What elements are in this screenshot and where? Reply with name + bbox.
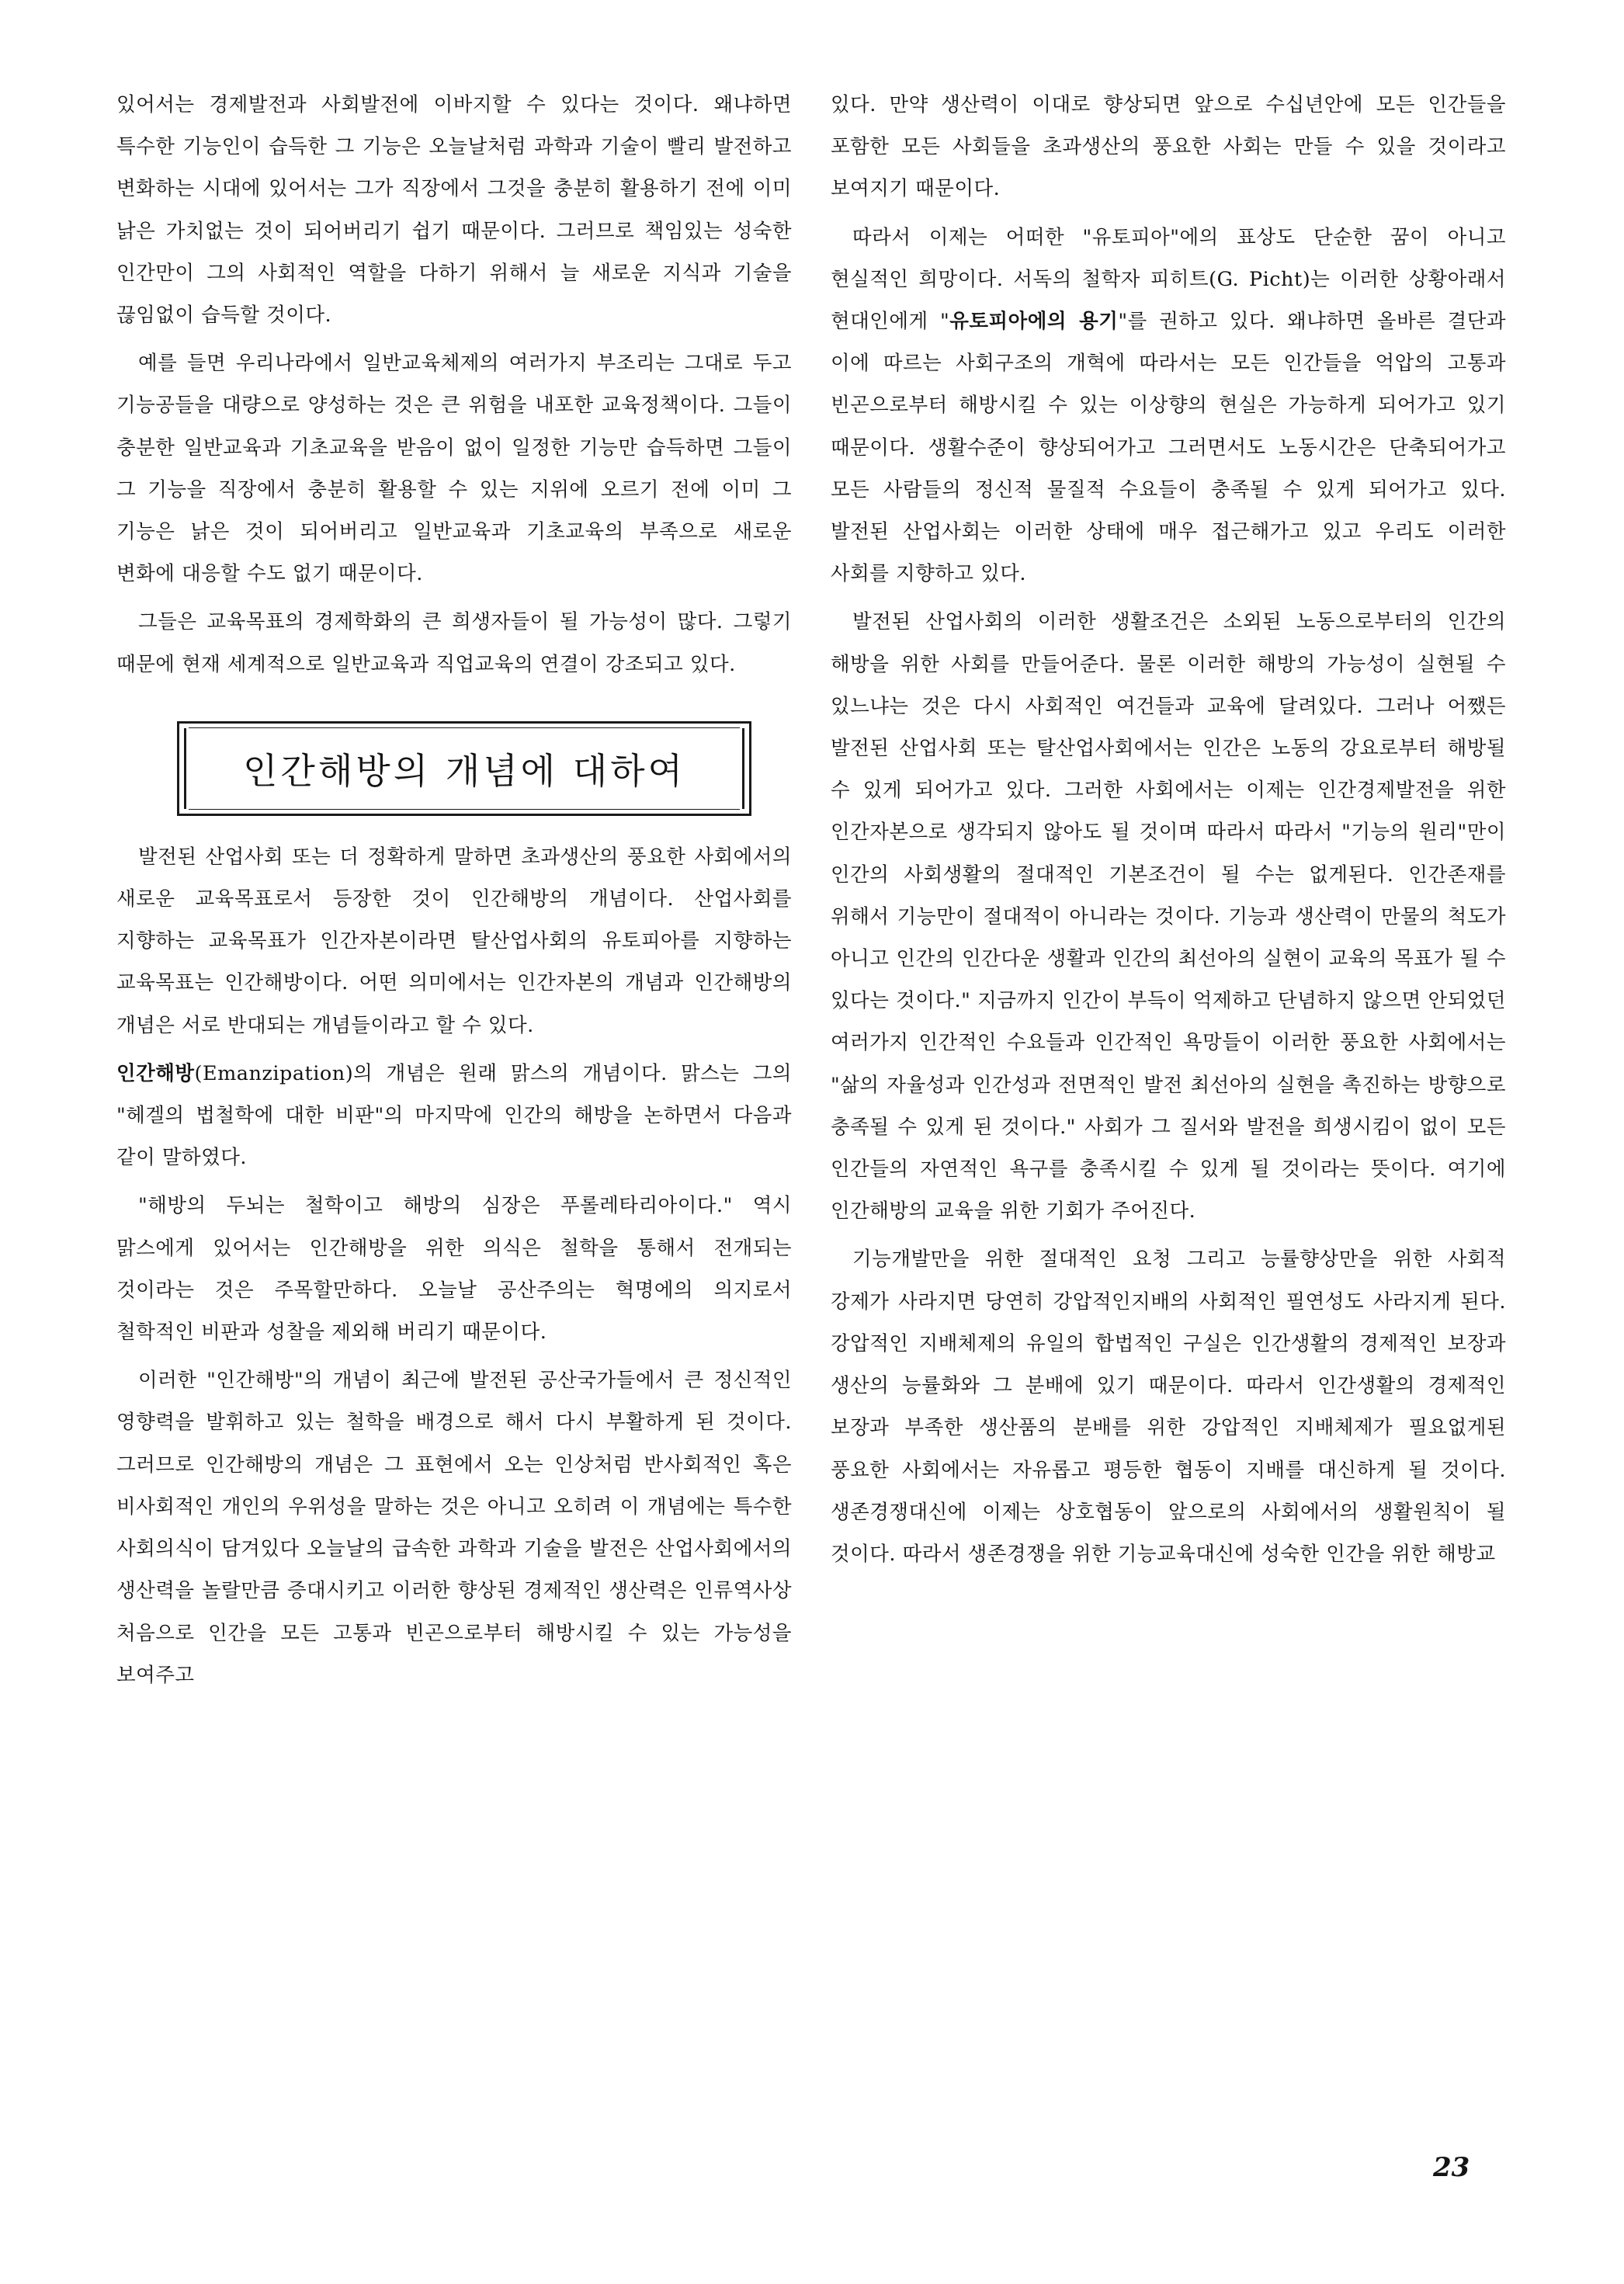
paragraph: [116, 1053, 792, 1179]
paragraph: 예를 들면 우리나라에서 일반교육체제의 여러가지 부조리는 그대로 두고 기능공들을 대량으로 양성하는 것은 큰 위험을 내포한 교육정책이다. 그들이 충분한 일반교육과 기초교육을 받음이 없이 일정한 기능만 습득하면 그들이 그 기능을 직장에서 충분히 활용할 수 있는 지위에 오르기 전에 이미 그 기능은 낡은 것이 되어버리고 일반교육과 기초교육의 부족으로 새로운 변화에 대응할 수도 없기 때문이다.: [116, 352, 792, 586]
paragraph: 그들은 교육목표의 경제학화의 큰 희생자들이 될 가능성이 많다. 그렇기 때문에 현재 세계적으로 일반교육과 직업교육의 연결이 강조되고 있다.: [116, 610, 792, 676]
bold-term: 인간해방: [116, 1061, 195, 1085]
paragraph: 이러한 "인간해방"의 개념이 최근에 발전된 공산국가들에서 큰 정신적인 영향력을 발휘하고 있는 철학을 배경으로 해서 다시 부활하게 된 것이다. 그러므로 인간해방의 개념은 그 표현에서 오는 인상처럼 반사회적인 혹은 비사회적인 개인의 우위성을 말하는 것은 아니고 오히려 이 개념에는 특수한 사회의식이 담겨있다 오늘날의 급속한 과학과 기술을 발전은 산업사회에서의 생산력을 놀랄만큼 증대시키고 이러한 향상된 경제적인 생산력은 인류역사상 처음으로 인간을 모든 고통과 빈곤으로부터 해방시킬 수 있는 가능성을 보여주고: [116, 1369, 792, 1687]
paragraph: 발전된 산업사회의 이러한 생활조건은 소외된 노동으로부터의 인간의 해방을 위한 사회를 만들어준다. 물론 이러한 해방의 가능성이 실현될 수 있느냐는 것은 다시 사회적인 여건들과 교육에 달려있다. 그러나 어쨌든 발전된 산업사회 또는 탈산업사회에서는 인간은 노동의 강요로부터 해방될 수 있게 되어가고 있다. 그러한 사회에서는 이제는 인간경제발전을 위한 인간자본으로 생각되지 않아도 될 것이며 따라서 따라서 "기능의 원리"만이 인간의 사회생활의 절대적인 기본조건이 될 수는 없게된다. 인간존재를 위해서 기능만이 절대적이 아니라는 것이다. 기능과 생산력이 만물의 척도가 아니고 인간의 인간다운 생활과 인간의 최선아의 실현이 교육의 목표가 될 수 있다는 것이다." 지금까지 인간이 부득이 억제하고 단념하지 않으면 안되었던 여러가지 인간적인 수요들과 인간적인 욕망들이 이러한 풍요한 사회에서는 "삶의 자율성과 인간성과 전면적인 발전 최선아의 실현을 촉진하는 방향으로 충족될 수 있게 된 것이다." 사회가 그 질서와 발전을 희생시킴이 없이 모든 인간들의 자연적인 욕구를 충족시킬 수 있게 될 것이라는 뜻이다. 여기에 인간해방의 교육을 위한 기회가 주어진다.: [831, 610, 1506, 1224]
paragraph-text: (Emanzipation)의 개념은 원래 맑스의 개념이다. 맑스는 그의 "헤겔의 법철학에 대한 비판"의 마지막에 인간의 해방을 논하면서 다음과 같이 말하였다.: [116, 1061, 792, 1170]
paragraph: 발전된 산업사회 또는 더 정확하게 말하면 초과생산의 풍요한 사회에서의 새로운 교육목표로서 등장한 것이 인간해방의 개념이다. 산업사회를 지향하는 교육목표가 인간자본이라면 탈산업사회의 유토피아를 지향하는 교육목표는 인간해방이다. 어떤 의미에서는 인간자본의 개념과 인간해방의 개념은 서로 반대되는 개념들이라고 할 수 있다.: [116, 845, 792, 1037]
paragraph: [831, 217, 1506, 595]
paragraph-text: "를 권하고 있다. 왜냐하면 올바른 결단과 이에 따르는 사회구조의 개혁에 따라서는 모든 인간들을 억압의 고통과 빈곤으로부터 해방시킬 수 있는 이상향의 현실은 가능하게 되어가고 있기 때문이다. 생활수준이 향상되어가고 그러면서도 노동시간은 단축되어가고 모든 사람들의 정신적 물질적 수요들이 충족될 수 있게 되어가고 있다. 발전된 산업사회는 이러한 상태에 매우 접근해가고 있고 우리도 이러한 사회를 지향하고 있다.: [831, 310, 1507, 586]
bold-term: 유토피아에의 용기: [949, 310, 1119, 334]
paragraph: 있어서는 경제발전과 사회발전에 이바지할 수 있다는 것이다. 왜냐하면 특수한 기능인이 습득한 그 기능은 오늘날처럼 과학과 기술이 빨리 발전하고 변화하는 시대에 있어서는 그가 직장에서 그것을 충분히 활용하기 전에 이미 낡은 가치없는 것이 되어버리기 쉽기 때문이다. 그러므로 책임있는 성숙한 인간만이 그의 사회적인 역할을 다하기 위해서 늘 새로운 지식과 기술을 끊임없이 습득할 것이다.: [116, 93, 792, 328]
left-column: [116, 84, 792, 1696]
right-column: [831, 84, 1506, 1575]
paragraph: 기능개발만을 위한 절대적인 요청 그리고 능률향상만을 위한 사회적 강제가 사라지면 당연히 강압적인지배의 사회적인 필연성도 사라지게 된다. 강압적인 지배체제의 유일의 합법적인 구실은 인간생활의 경제적인 보장과 생산의 능률화와 그 분배에 있기 때문이다. 따라서 인간생활의 경제적인 보장과 부족한 생산품의 분배를 위한 강압적인 지배체제가 필요없게된 풍요한 사회에서는 자유롭고 평등한 협동이 지배를 대신하게 될 것이다. 생존경쟁대신에 이제는 상호협동이 앞으로의 사회에서의 생활원칙이 될 것이다. 따라서 생존경쟁을 위한 기능교육대신에 성숙한 인간을 위한 해방교: [831, 1248, 1506, 1566]
page-number: 23: [1433, 2152, 1470, 2183]
paragraph: "해방의 두뇌는 철학이고 해방의 심장은 푸롤레타리아이다." 역시 맑스에게 있어서는 인간해방을 위한 의식은 철학을 통해서 전개되는 것이라는 것은 주목할만하다. 오늘날 공산주의는 혁명에의 의지로서 철학적인 비판과 성찰을 제외해 버리기 때문이다.: [116, 1194, 792, 1345]
paragraph-text: 따라서 이제는 어떠한 "유토피아"에의 표상도 단순한 꿈이 아니고 현실적인 희망이다. 서독의 철학자 피히트(G. Picht)는 이러한 상황아래서 현대인에게 ": [831, 225, 1506, 334]
section-heading-box: [177, 721, 751, 816]
section-heading: 인간해방의 개념에 대하여: [242, 749, 686, 792]
paragraph: 있다. 만약 생산력이 이대로 향상되면 앞으로 수십년안에 모든 인간들을 포함한 모든 사회들을 초과생산의 풍요한 사회는 만들 수 있을 것이라고 보여지기 때문이다.: [831, 93, 1506, 201]
